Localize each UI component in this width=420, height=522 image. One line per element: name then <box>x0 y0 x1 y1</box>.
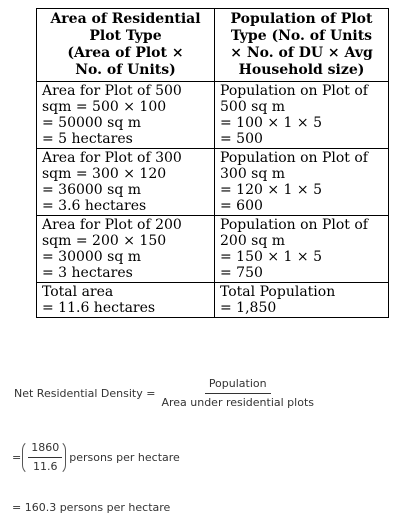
cell-line: 200 sq m <box>220 233 286 249</box>
population-cell <box>215 82 389 149</box>
cell-line: = 600 <box>220 198 263 214</box>
header-population-line: Population of Plot <box>230 11 373 27</box>
area-cell <box>37 82 215 149</box>
cell-line: = 150 × 1 × 5 <box>220 249 322 265</box>
cell-line: Area for Plot of 300 <box>42 150 182 166</box>
table-row <box>37 149 389 216</box>
cell-line: = 3.6 hectares <box>42 198 147 214</box>
density-substitution <box>12 440 180 475</box>
cell-line: = 30000 sq m <box>42 249 142 265</box>
header-population-line: Type (No. of Units <box>230 28 373 44</box>
area-cell <box>37 149 215 216</box>
substitution-fraction <box>28 441 62 474</box>
net-density-formula <box>14 378 414 409</box>
cell-line: Area for Plot of 500 <box>42 83 182 99</box>
substitution-parentheses <box>22 440 66 475</box>
table-header-row <box>37 9 389 82</box>
cell-line: = 36000 sq m <box>42 182 142 198</box>
header-area-line: No. of Units) <box>75 62 176 78</box>
population-cell <box>215 216 389 283</box>
total-area-cell <box>37 283 215 318</box>
cell-line: = 11.6 hectares <box>42 300 156 316</box>
cell-line: 300 sq m <box>220 166 286 182</box>
population-cell <box>215 149 389 216</box>
formula-lhs: Net Residential Density = <box>14 387 156 400</box>
cell-line: sqm = 200 × 150 <box>42 233 167 249</box>
area-cell <box>37 216 215 283</box>
cell-line: = 50000 sq m <box>42 115 142 131</box>
cell-line: 500 sq m <box>220 99 286 115</box>
substitution-prefix: = <box>12 451 22 464</box>
cell-line: Total area <box>42 284 114 300</box>
header-population-line: × No. of DU × Avg <box>230 45 373 61</box>
table-row-total <box>37 283 389 318</box>
cell-line: Population on Plot of <box>220 150 368 166</box>
cell-line: sqm = 500 × 100 <box>42 99 167 115</box>
cell-line: = 100 × 1 × 5 <box>220 115 322 131</box>
density-result: = 160.3 persons per hectare <box>12 501 171 514</box>
substitution-numerator: 1860 <box>28 441 62 458</box>
table-row <box>37 82 389 149</box>
formula-fraction <box>157 378 318 409</box>
cell-line: = 3 hectares <box>42 265 133 281</box>
total-population-cell <box>215 283 389 318</box>
substitution-denominator: 11.6 <box>32 460 58 473</box>
cell-line: Area for Plot of 200 <box>42 217 182 233</box>
substitution-suffix: persons per hectare <box>69 451 180 464</box>
cell-line: sqm = 300 × 120 <box>42 166 167 182</box>
cell-line: = 750 <box>220 265 263 281</box>
header-area-line: Plot Type <box>89 28 162 44</box>
cell-line: Population on Plot of <box>220 217 368 233</box>
cell-line: Total Population <box>220 284 336 300</box>
plot-density-table <box>36 8 389 318</box>
cell-line: = 120 × 1 × 5 <box>220 182 322 198</box>
header-population <box>215 9 389 82</box>
formula-numerator: Population <box>205 378 271 394</box>
header-area <box>37 9 215 82</box>
cell-line: = 500 <box>220 131 263 147</box>
formula-denominator: Area under residential plots <box>161 396 314 409</box>
cell-line: Population on Plot of <box>220 83 368 99</box>
cell-line: = 5 hectares <box>42 131 133 147</box>
header-area-line: (Area of Plot × <box>67 45 184 61</box>
header-area-line: Area of Residential <box>50 11 201 27</box>
header-population-line: Household size) <box>238 62 365 78</box>
cell-line: = 1,850 <box>220 300 277 316</box>
table-row <box>37 216 389 283</box>
density-table-container <box>36 8 388 318</box>
